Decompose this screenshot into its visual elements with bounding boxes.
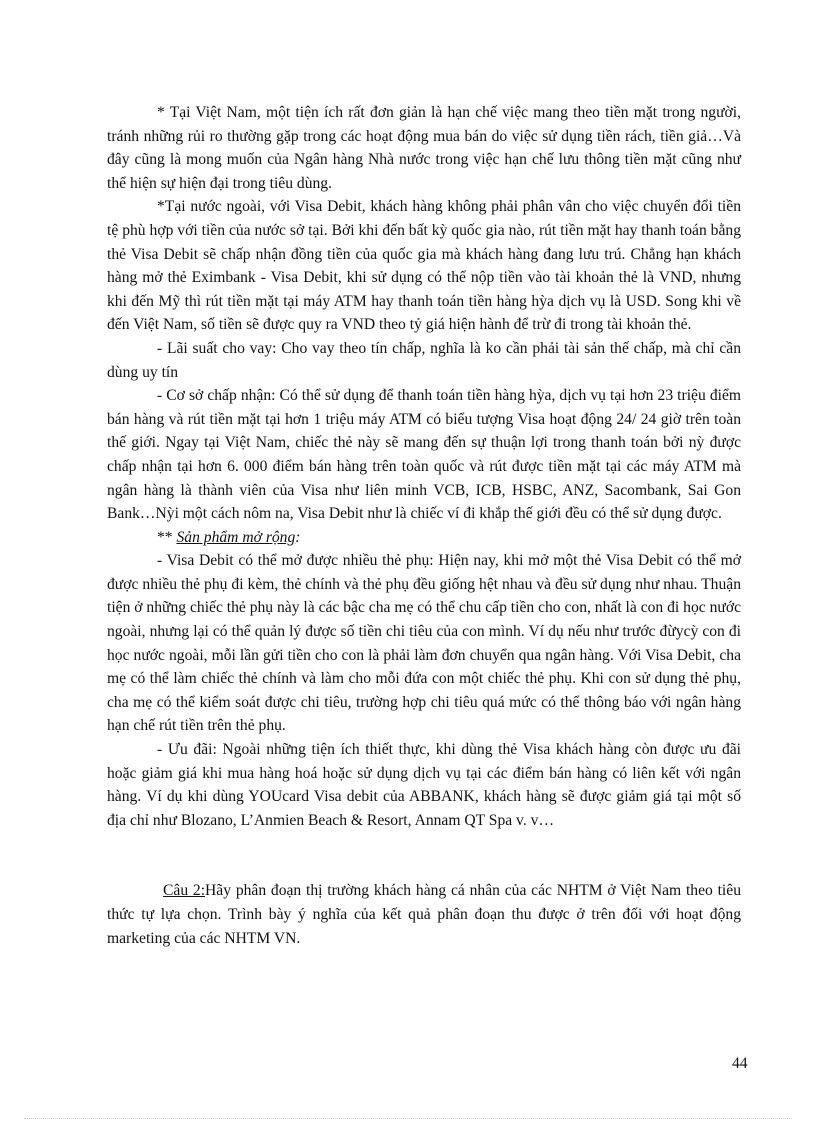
question-label: Câu 2: — [163, 882, 206, 900]
paragraph-incentives: - Ưu đãi: Ngoài những tiện ích thiết thực, khi dùng thẻ Visa khách hàng còn được ưu đãi hoặc giảm giá khi mua hàng hoá hoặc sử dụng dịch vụ tại các điểm bán hàng có liên kết với ngân hàng. Ví dụ khi dùng YOUcard Visa debit của ABBANK, khách hàng sẽ được giảm giá tại một số địa chỉ như Blozano, L’Anmien Beach & Resort, Annam QT Spa v. v… — [107, 741, 741, 829]
page-number: 44 — [732, 1055, 748, 1072]
document-body — [107, 101, 741, 950]
paragraph-acceptance: - Cơ sở chấp nhận: Có thể sử dụng để thanh toán tiền hàng hỳa, dịch vụ tại hơn 23 triệu điểm bán hàng và rút tiền mặt tại hơn 1 triệu máy ATM có biểu tượng Visa hoạt động 24/ 24 giờ trên toàn thế giới. Ngay tại Việt Nam, chiếc thẻ này sẽ mang đến sự thuận lợi trong thanh toán bởi nỳ được chấp nhận tại hơn 6. 000 điểm bán hàng trên toàn quốc và rút được tiền mặt tại các máy ATM mà ngân hàng là thành viên của Visa như liên minh VCB, ICB, HSBC, ANZ, Sacombank, Sai Gon Bank…Nỳi một cách nôm na, Visa Debit như là chiếc ví đi khắp thế giới đều có thể sử dụng được. — [107, 387, 741, 523]
section-suffix: : — [295, 528, 301, 546]
blank-space — [107, 832, 741, 879]
page-bottom-divider — [24, 1118, 792, 1119]
paragraph-supplementary-cards: - Visa Debit có thể mở được nhiều thẻ phụ: Hiện nay, khi mở một thẻ Visa Debit có thể mở được nhiều thẻ phụ đi kèm, thẻ chính và thẻ phụ đều giống hệt nhau và đều sử dụng như nhau. Thuận tiện ở những chiếc thẻ phụ này là các bậc cha mẹ có thể chu cấp tiền cho con, nhất là con đi học nước ngoài, nhưng lại có thể quản lý được số tiền chi tiêu của con mình. Ví dụ nếu như trước đừycỳ con đi học nước ngoài, mỗi lần gửi tiền cho con là phải làm đơn chuyển qua ngân hàng. Với Visa Debit, cha mẹ có thể làm chiếc thẻ chính và làm cho mỗi đứa con một chiếc thẻ phụ. Khi con sử dụng thẻ phụ, cha mẹ có thể kiểm soát được chi tiêu, trường hợp chi tiêu quá mức có thể thông báo với ngân hàng hạn chế rút tiền trên thẻ phụ. — [107, 552, 741, 735]
paragraph-vietnam-benefit: * Tại Việt Nam, một tiện ích rất đơn giản là hạn chế việc mang theo tiền mặt trong người, tránh những rủi ro thường gặp trong các hoạt động mua bán do việc sử dụng tiền rách, tiền giả…Và đây cũng là mong muốn của Ngân hàng Nhà nước trong việc hạn chế lưu thông tiền mặt cũng như thể hiện sự hiện đại trong tiêu dùng. — [107, 104, 741, 192]
question-paragraph — [107, 879, 741, 950]
question-text: Hãy phân đoạn thị trường khách hàng cá nhân của các NHTM ở Việt Nam theo tiêu thức tự lựa chọn. Trình bày ý nghĩa của kết quả phân đoạn thu được ở trên đối với hoạt động marketing của các NHTM VN. — [107, 882, 741, 947]
section-heading-line — [107, 526, 741, 550]
paragraph-foreign-benefit: *Tại nước ngoài, với Visa Debit, khách hàng không phải phân vân cho việc chuyển đổi tiền tệ phù hợp với tiền của nước sở tại. Bởi khi đến bất kỳ quốc gia nào, rút tiền mặt hay thanh toán bằng thẻ Visa Debit sẽ chấp nhận đồng tiền của quốc gia mà khách hàng đang lưu trú. Chẳng hạn khách hàng mở thẻ Eximbank - Visa Debit, khi sử dụng có thể nộp tiền vào tài khoản thẻ là VND, nhưng khi đến Mỹ thì rút tiền mặt tại máy ATM hay thanh toán tiền hàng hỳa dịch vụ là USD. Song khi về đến Việt Nam, số tiền sẽ được quy ra VND theo tỷ giá hiện hành để trừ đi trong tài khoản thẻ. — [107, 198, 741, 334]
section-heading: Sản phẩm mở rộng — [176, 528, 296, 546]
section-prefix: ** — [157, 528, 177, 546]
paragraph-interest-rate: - Lãi suất cho vay: Cho vay theo tín chấp, nghĩa là ko cần phải tài sản thế chấp, mà chỉ cần dùng uy tín — [107, 339, 741, 381]
